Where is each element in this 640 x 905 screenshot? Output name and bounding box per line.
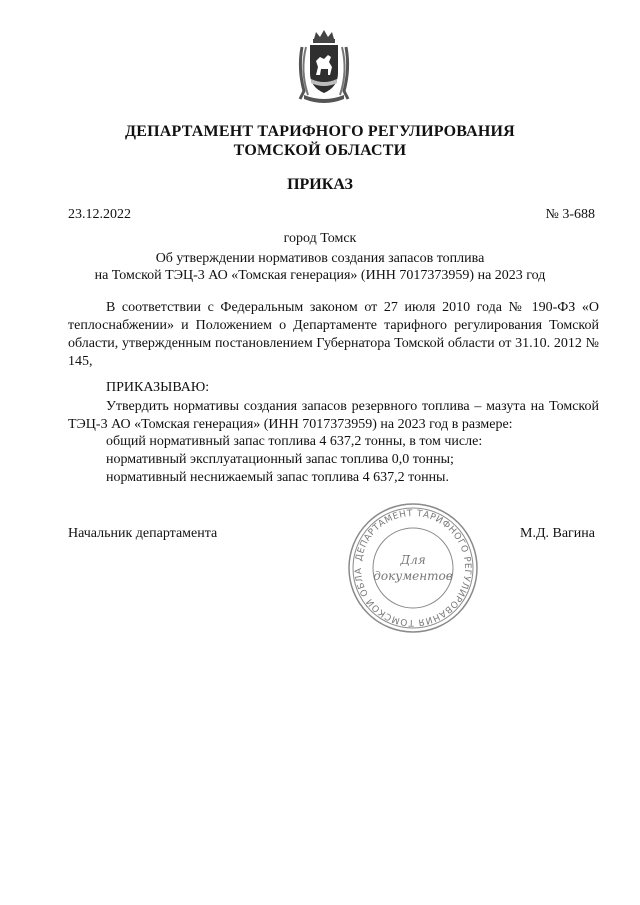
signatory-name: М.Д. Вагина [520,526,595,541]
svg-text:ДЕПАРТАМЕНТ ТАРИФНОГО РЕГУЛИРО: ДЕПАРТАМЕНТ ТАРИФНОГО РЕГУЛИРОВАНИЯ ТОМСКОЙ ОБЛА [353,508,473,628]
order-item: нормативный эксплуатационный запас топлива 0,0 тонны; [106,452,454,467]
subject-line1: Об утверждении нормативов создания запасов топлива [155,251,485,266]
document-number: № 3-688 [545,207,595,222]
document-kind: ПРИКАЗ [287,176,353,193]
document-city: город Томск [283,231,357,246]
signatory-position: Начальник департамента [68,526,218,541]
subject-line2: на Томской ТЭЦ-3 АО «Томская генерация» (ИНН 7017373959) на 2023 год [94,268,546,283]
document-date: 23.12.2022 [68,207,131,222]
coat-of-arms-emblem [294,29,354,105]
org-title-line2: ТОМСКОЙ ОБЛАСТИ [233,142,407,159]
order-item: общий нормативный запас топлива 4 637,2 тонны, в том числе: [106,434,483,449]
order-word: ПРИКАЗЫВАЮ: [106,380,210,395]
order-item: нормативный неснижаемый запас топлива 4 637,2 тонны. [106,470,449,485]
order-paragraph: Утвердить нормативы создания запасов резервного топлива – мазута на Томской ТЭЦ-3 АО «Томская генерация» (ИНН 7017373959) на 2023 год в размере: [68,399,599,432]
org-title-line1: ДЕПАРТАМЕНТ ТАРИФНОГО РЕГУЛИРОВАНИЯ [125,123,515,140]
preamble-paragraph: В соответствии с Федеральным законом от 27 июля 2010 года № 190-ФЗ «О теплоснабжении» и Положением о Департаменте тарифного регулирования Томской области, утвержденным постановлением Губернатора Томской области от 31.10. 2012 № 145, [68,300,599,369]
svg-text:документов: документов [373,569,453,583]
department-stamp [345,500,481,636]
svg-text:Для: Для [400,553,426,567]
